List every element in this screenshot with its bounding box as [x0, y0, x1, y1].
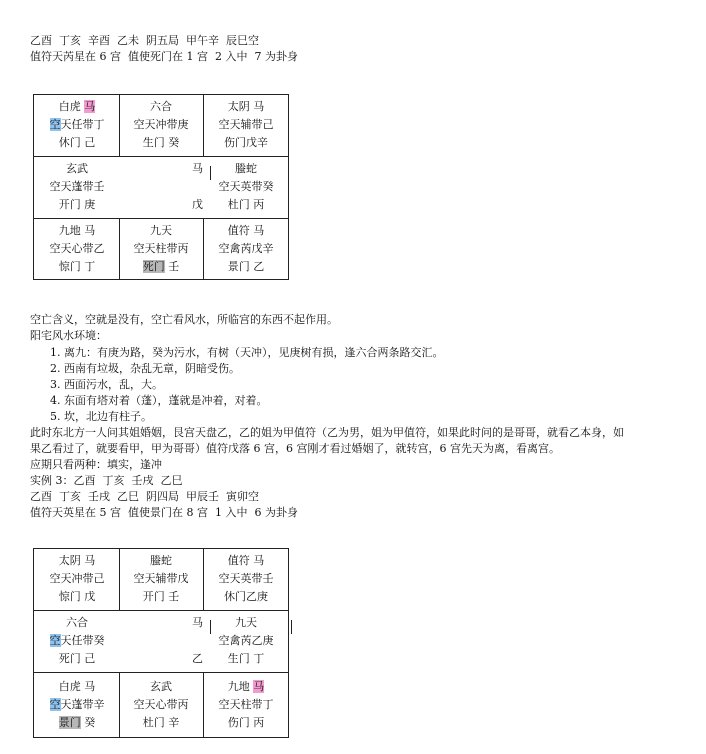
scene-gate-marker: 景门: [58, 716, 81, 729]
palace-cell: 九天 空禽芮乙庚 生门 丁: [218, 616, 274, 665]
palace-cell: 九天 空天柱带丙 死门 壬: [133, 224, 189, 273]
qimen-chart-2: [33, 548, 289, 738]
pan-info-line: 值符天芮星在 6 宫 值使死门在 1 宫 2 入中 7 为卦身: [30, 50, 298, 63]
palace-cell: 玄武 空天心带丙 杜门 辛: [133, 680, 189, 729]
paragraph: 果乙看过了，就要看甲，甲为哥哥）值符戊落 6 宫，6 宫刚才看过婚姻了，就转宫，6 宫先天为离，看离宫。: [30, 442, 560, 455]
palace-cell: 白虎 马 空天任带丁 休门 己: [49, 100, 105, 149]
void-marker: 空: [49, 118, 61, 131]
paragraph: 乙酉 丁亥 壬戌 乙巳 阴四局 甲辰壬 寅卯空: [30, 490, 259, 503]
death-gate-marker: 死门: [142, 260, 165, 273]
center-palace: 马 乙: [192, 616, 203, 665]
palace-cell: 值符 马 空天英带壬 休门乙庚: [218, 554, 274, 603]
palace-cell: 太阴 马 空天冲带己 惊门 戊: [49, 554, 105, 603]
palace-cell: 九地 马 空天柱带丁 伤门 丙: [218, 680, 274, 729]
qimen-chart-1: [33, 94, 289, 280]
palace-cell: 六合 空天冲带庚 生门 癸: [133, 100, 189, 149]
list-item: 5. 坎，北边有柱子。: [50, 410, 152, 423]
horse-marker: 马: [84, 100, 96, 113]
paragraph: 值符天英星在 5 宫 值使景门在 8 宫 1 入中 6 为卦身: [30, 506, 298, 519]
horse-marker: 马: [253, 680, 265, 693]
list-item: 1. 离九：有庚为路，癸为污水，有树（天冲），见庚树有损，逢六合两条路交汇。: [50, 346, 444, 359]
list-item: 3. 西面污水，乱，大。: [50, 378, 163, 391]
paragraph: 空亡含义，空就是没有，空亡看风水，所临宫的东西不起作用。: [30, 313, 338, 326]
pan-header-line: 乙酉 丁亥 辛酉 乙未 阴五局 甲午辛 辰巳空: [30, 34, 259, 47]
palace-cell: 玄武 空天蓬带壬 开门 庚: [49, 162, 105, 211]
center-palace: 马 戊: [192, 162, 203, 211]
palace-cell: 太阴 马 空天辅带己 伤门戊辛: [218, 100, 274, 149]
void-marker: 空: [49, 698, 61, 711]
list-item: 2. 西南有垃圾，杂乱无章，阴暗受伤。: [50, 362, 240, 375]
paragraph: 实例 3：乙酉 丁亥 壬戌 乙巳: [30, 474, 183, 487]
palace-cell: 螣蛇 空天英带癸 杜门 丙: [218, 162, 274, 211]
palace-cell: 白虎 马 空天蓬带辛 景门 癸: [49, 680, 105, 729]
palace-cell: 九地 马 空天心带乙 惊门 丁: [49, 224, 105, 273]
paragraph: 此时东北方一人问其姐婚姻，艮宫天盘乙，乙的姐为甲值符（乙为男，姐为甲值符，如果此时问的是哥哥，就看乙本身，如: [30, 426, 624, 439]
palace-cell: 六合 空天任带癸 死门 己: [49, 616, 105, 665]
paragraph: 阳宅风水环境：: [30, 329, 107, 342]
list-item: 4. 东面有塔对着（蓬），蓬就是冲着，对着。: [50, 394, 268, 407]
palace-cell: 值符 马 空禽芮戊辛 景门 乙: [218, 224, 274, 273]
void-marker: 空: [49, 634, 61, 647]
paragraph: 应期只看两种：填实，逢冲: [30, 458, 162, 471]
palace-cell: 螣蛇 空天辅带戊 开门 壬: [133, 554, 189, 603]
